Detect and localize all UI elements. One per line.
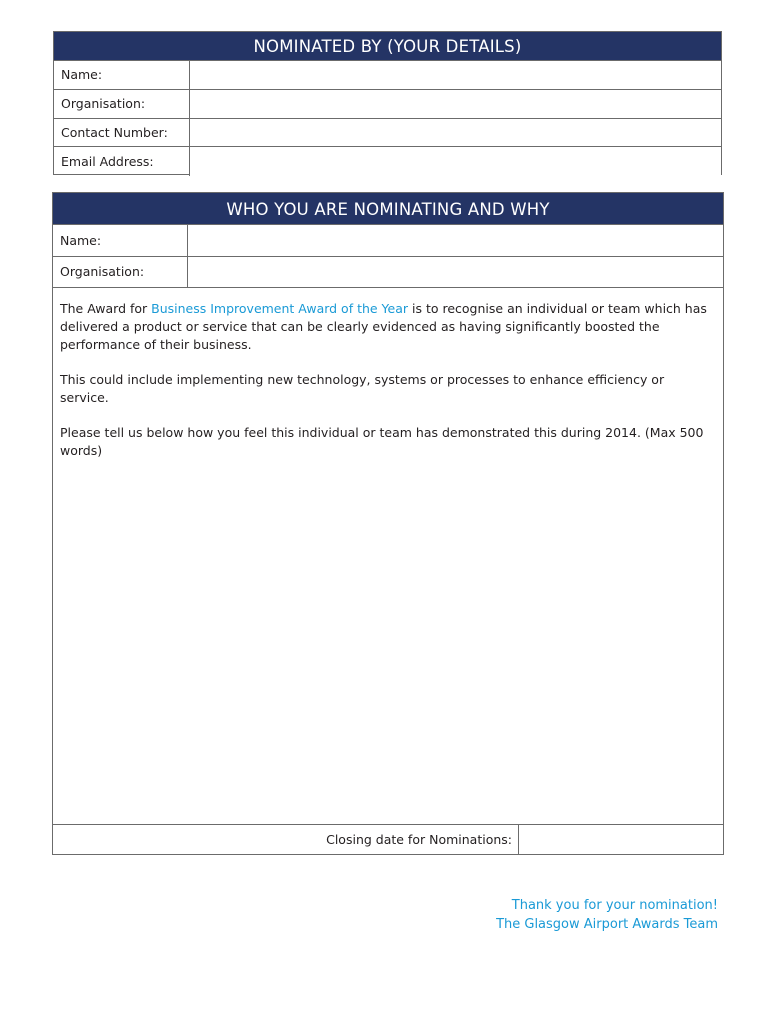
nominee-name-label: Name: bbox=[53, 225, 188, 256]
nomination-text-area[interactable] bbox=[53, 288, 723, 825]
nominee-organisation-row bbox=[53, 257, 723, 289]
nominated-by-section bbox=[53, 31, 722, 175]
award-description bbox=[60, 300, 716, 354]
award-name: Business Improvement Award of the Year bbox=[151, 301, 409, 316]
closing-date-label: Closing date for Nominations: bbox=[53, 825, 519, 854]
nominator-organisation-row bbox=[54, 90, 721, 119]
nominator-organisation-label: Organisation: bbox=[54, 90, 190, 118]
nominator-name-row bbox=[54, 61, 721, 90]
nominator-name-field[interactable] bbox=[190, 61, 721, 89]
nominator-email-field[interactable] bbox=[190, 147, 721, 176]
nominated-by-header: NOMINATED BY (YOUR DETAILS) bbox=[54, 32, 721, 61]
nominee-name-field[interactable] bbox=[188, 225, 723, 256]
nominator-name-label: Name: bbox=[54, 61, 190, 89]
thank-you-line: Thank you for your nomination! bbox=[511, 898, 718, 913]
nominee-header: WHO YOU ARE NOMINATING AND WHY bbox=[53, 193, 723, 225]
nomination-instructions: Please tell us below how you feel this individual or team has demonstrated this during 2014. (Max 500 words) bbox=[60, 425, 704, 458]
nominator-contact-row bbox=[54, 119, 721, 148]
nominator-organisation-field[interactable] bbox=[190, 90, 721, 118]
nominator-contact-field[interactable] bbox=[190, 119, 721, 147]
awards-team-signoff: The Glasgow Airport Awards Team bbox=[496, 916, 718, 932]
nominator-contact-label: Contact Number: bbox=[54, 119, 190, 147]
award-examples: This could include implementing new technology, systems or processes to enhance efficiency or service. bbox=[60, 372, 665, 405]
closing-date-field[interactable] bbox=[519, 825, 723, 854]
nominee-name-row bbox=[53, 225, 723, 257]
nominee-section bbox=[52, 192, 724, 855]
nominator-email-row bbox=[54, 147, 721, 176]
closing-date-row bbox=[53, 825, 723, 854]
award-description-rest: is to recognise an individual or team which has delivered a product or service that can be clearly evidenced as having significantly boosted the performance of their business. bbox=[60, 301, 707, 352]
nominee-organisation-field[interactable] bbox=[188, 257, 723, 288]
award-description-intro: The Award for bbox=[60, 301, 152, 316]
thank-you-note bbox=[496, 897, 718, 934]
nominee-organisation-label: Organisation: bbox=[53, 257, 188, 288]
nominator-email-label: Email Address: bbox=[54, 147, 190, 176]
